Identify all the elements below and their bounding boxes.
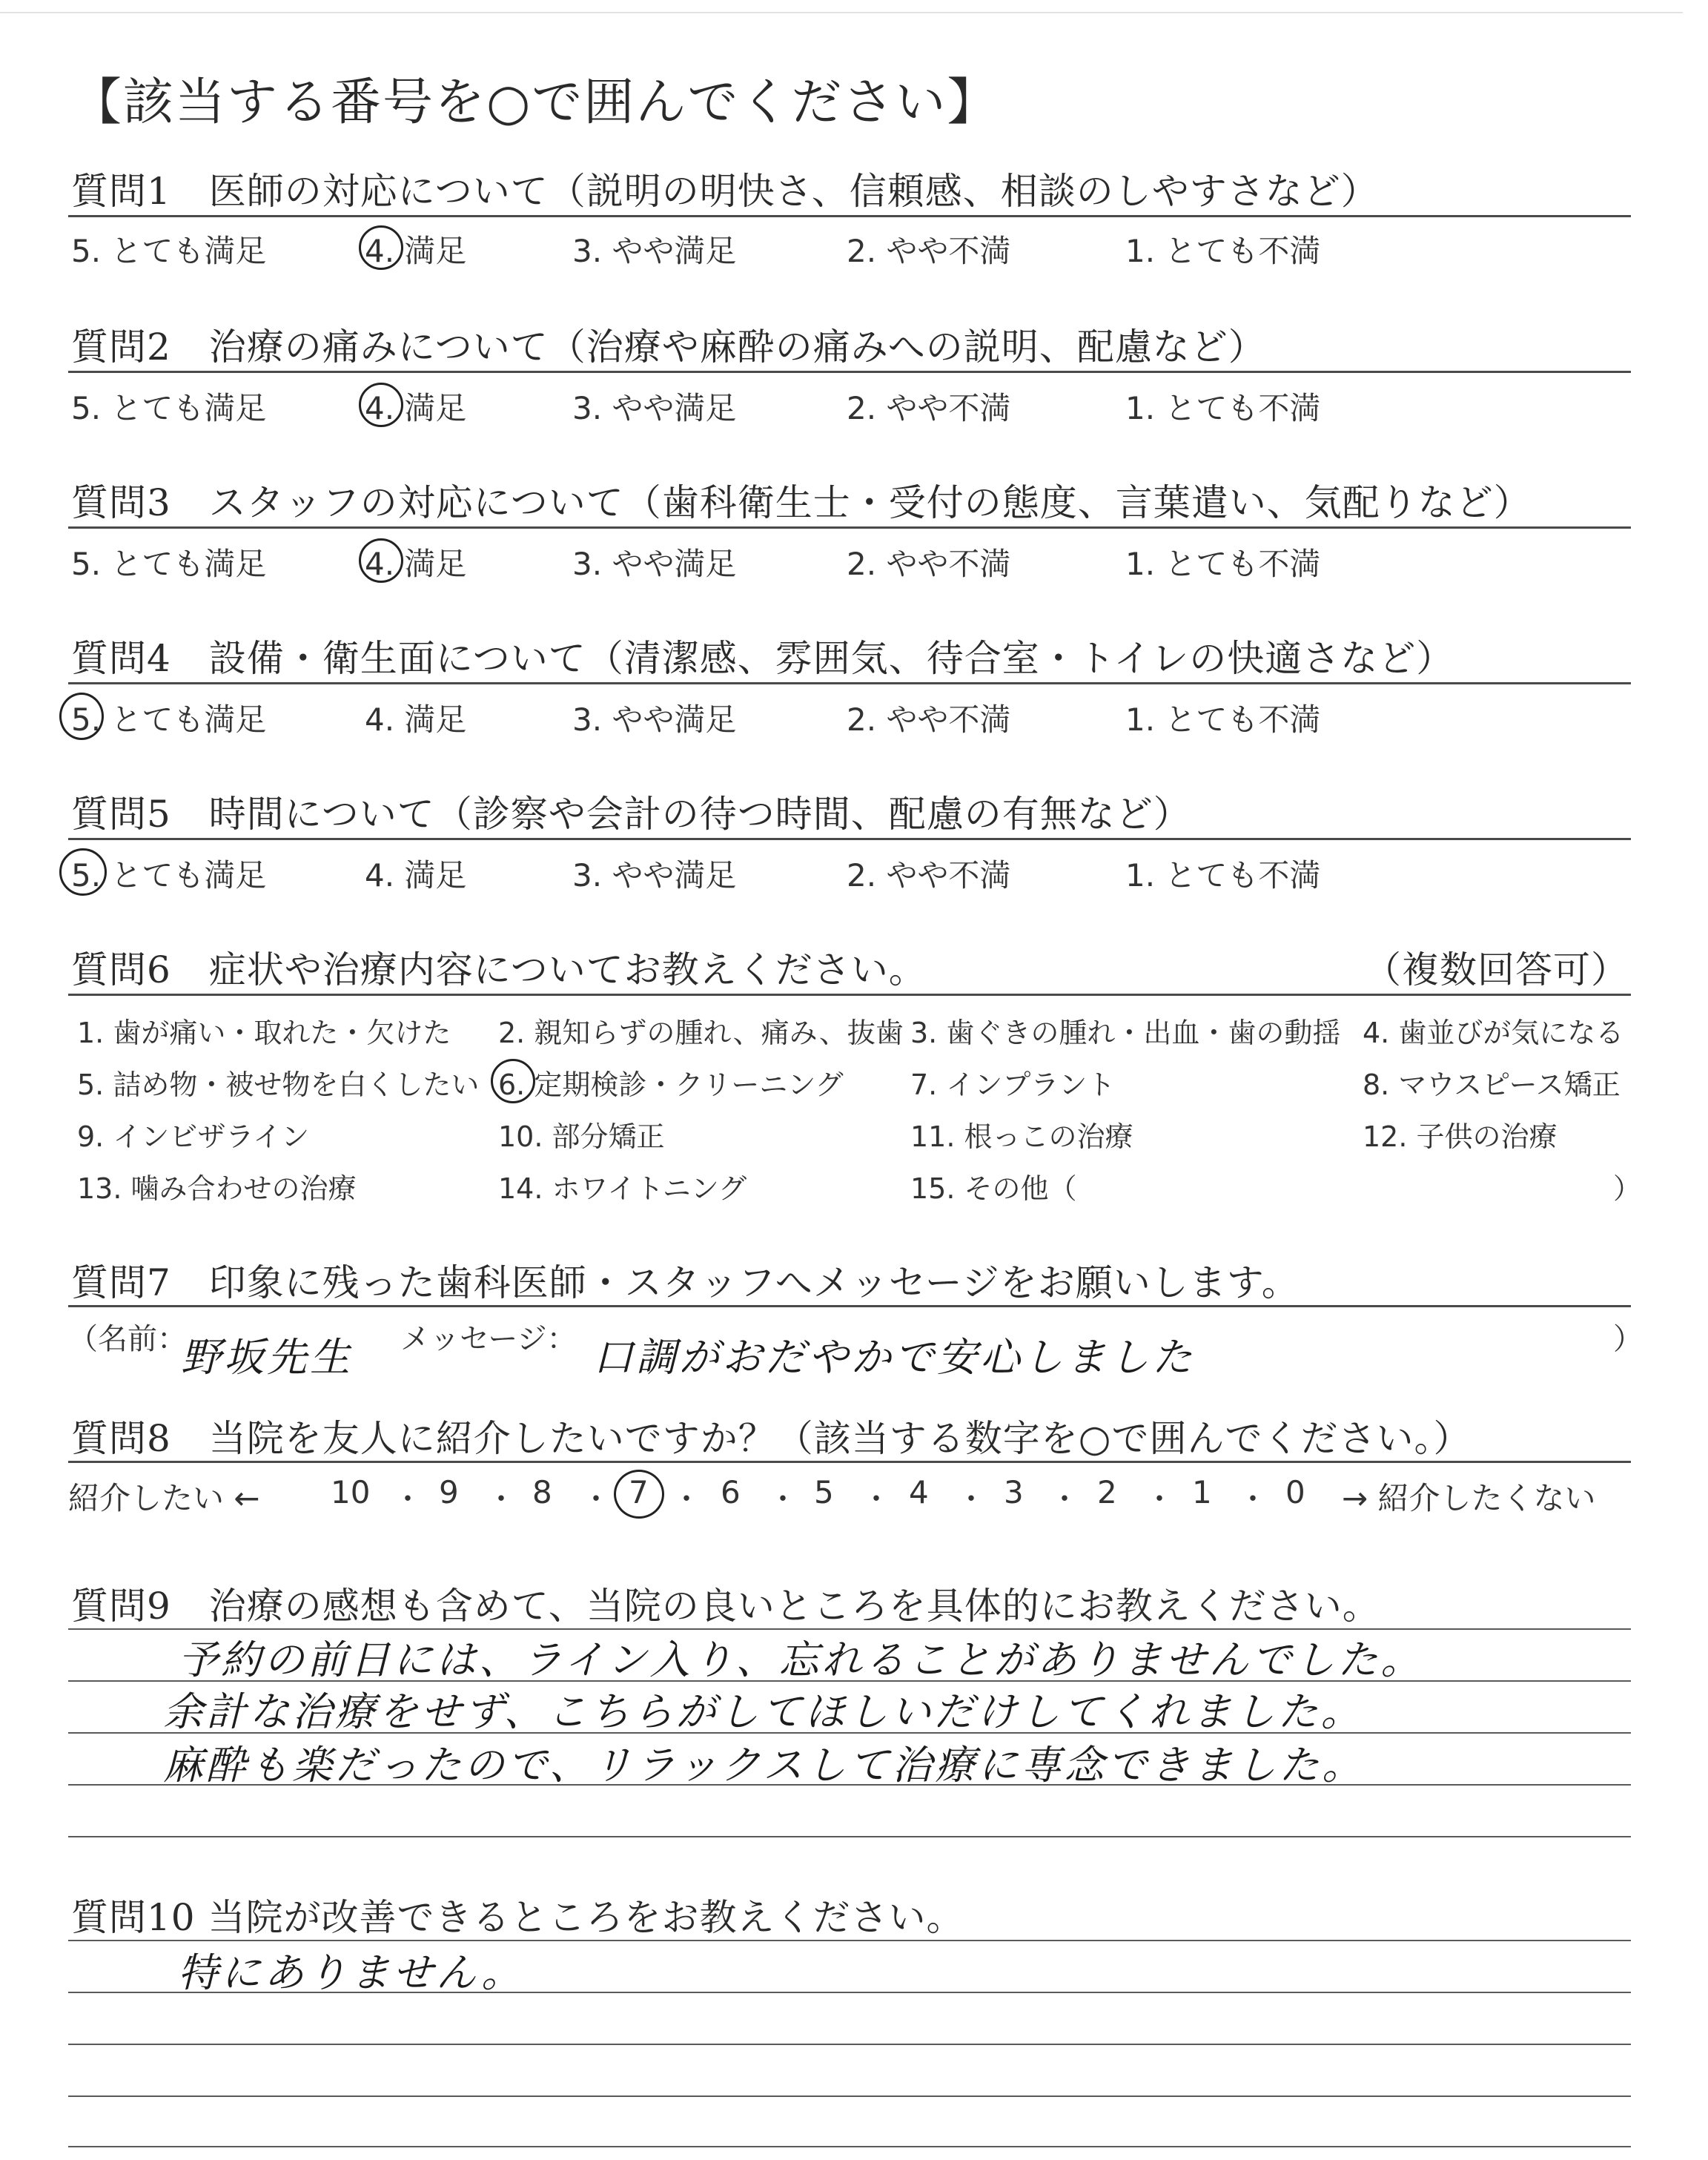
q8-scale-1[interactable]: 1 <box>1192 1474 1212 1510</box>
q7-rule <box>68 1305 1631 1307</box>
q7-close-paren: ） <box>1613 1322 1643 1356</box>
q2-option-2[interactable]: 2. やや不満 <box>847 390 1011 426</box>
q3-option-5[interactable]: 5. とても満足 <box>71 546 267 582</box>
q6-heading: 質問6 症状や治療内容についてお教えください。 <box>71 948 927 991</box>
q4-rule <box>68 682 1631 684</box>
q7-message-label: メッセージ： <box>400 1322 577 1356</box>
q6-multiple-note: （複数回答可） <box>1364 948 1629 991</box>
q8-rule <box>68 1461 1631 1463</box>
q9-heading: 質問9 治療の感想も含めて、当院の良いところを具体的にお教えください。 <box>71 1585 1380 1628</box>
q8-scale-8[interactable]: 8 <box>532 1474 552 1510</box>
q1-rule <box>68 215 1631 217</box>
q2-option-4[interactable]: 4. 満足 <box>365 390 467 426</box>
q8-scale-2[interactable]: 2 <box>1097 1474 1117 1510</box>
q3-option-1[interactable]: 1. とても不満 <box>1125 546 1321 582</box>
q6-option[interactable]: 3. 歯ぐきの腫れ・出血・歯の動揺 <box>910 1017 1341 1049</box>
q8-scale-6[interactable]: 6 <box>721 1474 741 1510</box>
q4-heading: 質問4 設備・衛生面について（清潔感、雰囲気、待合室・トイレの快適さなど） <box>71 637 1454 680</box>
q6-option-other[interactable]: 15. その他（ <box>910 1172 1077 1205</box>
q2-heading: 質問2 治療の痛みについて（治療や麻酔の痛みへの説明、配慮など） <box>71 326 1266 369</box>
q4-option-1[interactable]: 1. とても不満 <box>1125 701 1321 738</box>
q7-heading: 質問7 印象に残った歯科医師・スタッフへメッセージをお願いします。 <box>71 1261 1300 1304</box>
q9-answer-line[interactable]: 麻酔も楽だったので、リラックスして治療に専念できました。 <box>163 1742 1366 1789</box>
q2-option-1[interactable]: 1. とても不満 <box>1125 390 1321 426</box>
q8-right-label: → 紹介したくない <box>1342 1480 1596 1516</box>
q6-option[interactable]: 6. 定期検診・クリーニング <box>498 1069 844 1101</box>
q1-selected-circle <box>359 225 403 270</box>
q8-separator: ・ <box>1050 1482 1079 1516</box>
q1-option-3[interactable]: 3. やや満足 <box>572 233 737 269</box>
q10-line <box>68 2044 1631 2045</box>
q8-separator: ・ <box>672 1482 701 1516</box>
q3-heading: 質問3 スタッフの対応について（歯科衛生士・受付の態度、言葉遣い、気配りなど） <box>71 481 1532 524</box>
q6-option[interactable]: 7. インプラント <box>910 1069 1116 1101</box>
q6-other-close-paren: ） <box>1613 1172 1642 1205</box>
q1-option-4[interactable]: 4. 満足 <box>365 233 467 269</box>
q6-option[interactable]: 5. 詰め物・被せ物を白くしたい <box>77 1069 480 1101</box>
q1-option-1[interactable]: 1. とても不満 <box>1125 233 1321 269</box>
q5-rule <box>68 838 1631 840</box>
q8-heading: 質問8 当院を友人に紹介したいですか？（該当する数字を○で囲んでください。） <box>71 1417 1472 1460</box>
q4-option-3[interactable]: 3. やや満足 <box>572 701 737 738</box>
q10-line <box>68 2146 1631 2147</box>
q10-line <box>68 2095 1631 2097</box>
q3-rule <box>68 526 1631 529</box>
q3-option-3[interactable]: 3. やや満足 <box>572 546 737 582</box>
q6-option[interactable]: 14. ホワイトニング <box>498 1172 747 1205</box>
q8-separator: ・ <box>581 1482 611 1516</box>
q8-separator: ・ <box>768 1482 798 1516</box>
q6-rule <box>68 994 1631 996</box>
q2-option-3[interactable]: 3. やや満足 <box>572 390 737 426</box>
q7-name-label: （名前： <box>68 1322 187 1356</box>
q8-scale-5[interactable]: 5 <box>814 1474 834 1510</box>
q3-option-2[interactable]: 2. やや不満 <box>847 546 1011 582</box>
q8-scale-7[interactable]: 7 <box>629 1474 649 1510</box>
q8-separator: ・ <box>486 1482 516 1516</box>
q4-option-5[interactable]: 5. とても満足 <box>71 701 267 738</box>
q6-option[interactable]: 4. 歯並びが気になる <box>1363 1017 1624 1049</box>
q8-scale-9[interactable]: 9 <box>439 1474 459 1510</box>
q4-option-4[interactable]: 4. 満足 <box>365 701 467 738</box>
q9-answer-line[interactable]: 予約の前日には、ライン入り、忘れることがありませんでした。 <box>178 1636 1424 1683</box>
q1-heading: 質問1 医師の対応について（説明の明快さ、信頼感、相談のしやすさなど） <box>71 170 1379 213</box>
q3-option-4[interactable]: 4. 満足 <box>365 546 467 582</box>
q3-selected-circle <box>359 538 403 583</box>
q5-heading: 質問5 時間について（診察や会計の待つ時間、配慮の有無など） <box>71 793 1191 836</box>
q5-option-4[interactable]: 4. 満足 <box>365 857 467 894</box>
q8-separator: ・ <box>1238 1482 1268 1516</box>
q8-separator: ・ <box>861 1482 891 1516</box>
q6-option[interactable]: 10. 部分矯正 <box>498 1120 665 1153</box>
q7-name-handwritten[interactable]: 野坂先生 <box>181 1334 353 1381</box>
q1-option-2[interactable]: 2. やや不満 <box>847 233 1011 269</box>
q6-option[interactable]: 1. 歯が痛い・取れた・欠けた <box>77 1017 451 1049</box>
q7-message-handwritten[interactable]: 口調がおだやかで安心しました <box>593 1334 1195 1381</box>
q8-left-label: 紹介したい ← <box>68 1480 260 1516</box>
q5-option-5[interactable]: 5. とても満足 <box>71 857 267 894</box>
page-title: 【該当する番号を○で囲んでください】 <box>71 73 999 132</box>
q10-answer-line[interactable]: 特にありません。 <box>178 1949 525 1996</box>
q1-option-5[interactable]: 5. とても満足 <box>71 233 267 269</box>
q6-option[interactable]: 2. 親知らずの腫れ、痛み、抜歯 <box>498 1017 904 1049</box>
q8-scale-0[interactable]: 0 <box>1285 1474 1305 1510</box>
q5-option-1[interactable]: 1. とても不満 <box>1125 857 1321 894</box>
q2-selected-circle <box>359 383 403 427</box>
q6-option[interactable]: 8. マウスピース矯正 <box>1363 1069 1621 1101</box>
q9-answer-line[interactable]: 余計な治療をせず、こちらがしてほしいだけしてくれました。 <box>163 1688 1364 1735</box>
q10-heading: 質問10 当院が改善できるところをお教えください。 <box>71 1896 964 1939</box>
q8-scale-10[interactable]: 10 <box>331 1474 371 1510</box>
q6-option[interactable]: 13. 噛み合わせの治療 <box>77 1172 357 1205</box>
q6-option[interactable]: 11. 根っこの治療 <box>910 1120 1133 1153</box>
q8-scale-4[interactable]: 4 <box>909 1474 929 1510</box>
q8-separator: ・ <box>956 1482 986 1516</box>
q5-option-2[interactable]: 2. やや不満 <box>847 857 1011 894</box>
page-top-edge <box>0 12 1683 13</box>
q6-option[interactable]: 12. 子供の治療 <box>1363 1120 1558 1153</box>
q5-selected-circle <box>59 848 107 896</box>
q2-rule <box>68 371 1631 373</box>
q8-separator: ・ <box>393 1482 423 1516</box>
q4-option-2[interactable]: 2. やや不満 <box>847 701 1011 738</box>
q8-separator: ・ <box>1145 1482 1174 1516</box>
q5-option-3[interactable]: 3. やや満足 <box>572 857 737 894</box>
q8-selected-circle <box>614 1470 664 1519</box>
q8-scale-3[interactable]: 3 <box>1004 1474 1024 1510</box>
q4-selected-circle <box>59 693 104 740</box>
q6-option[interactable]: 9. インビザライン <box>77 1120 310 1153</box>
q2-option-5[interactable]: 5. とても満足 <box>71 390 267 426</box>
q6-selected-circle <box>491 1059 535 1103</box>
q9-line <box>68 1836 1631 1837</box>
